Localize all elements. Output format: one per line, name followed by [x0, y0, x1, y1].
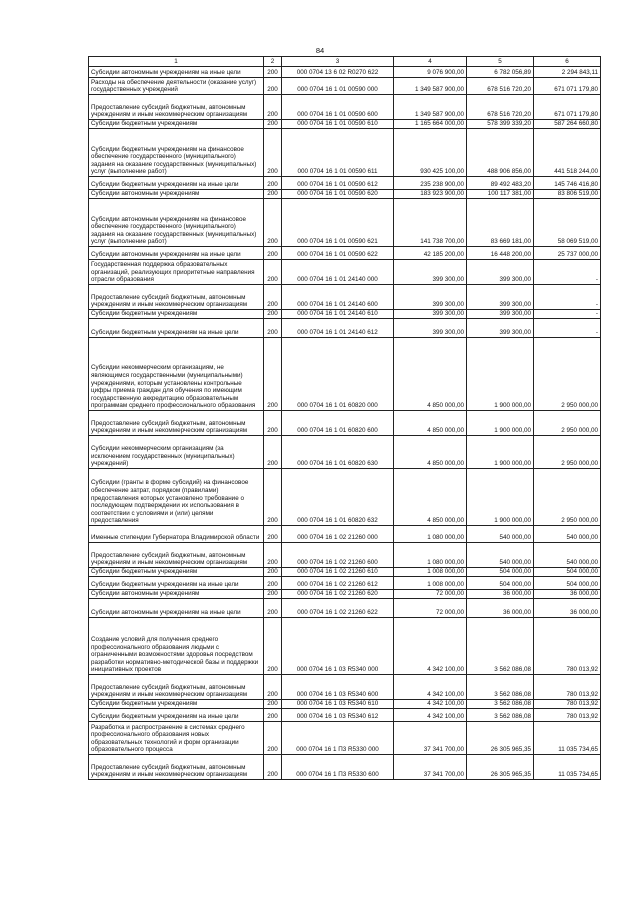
- table-row: [89, 577, 601, 590]
- expense-name-cell: Субсидии бюджетным учреждениям на иные цели: [89, 319, 264, 338]
- approved-amount-cell: 4 850 000,00: [394, 469, 467, 526]
- header-cell: 4: [394, 57, 467, 67]
- expense-name-cell: Предоставление субсидий бюджетным, автономным учреждениям и иным некоммерческим организациям: [89, 285, 264, 310]
- line-code-cell: 200: [264, 568, 282, 577]
- line-code-cell: 200: [264, 338, 282, 411]
- unexecuted-amount-cell: 58 069 519,00: [534, 199, 601, 247]
- executed-amount-cell: 399 300,00: [467, 260, 534, 285]
- unexecuted-amount-cell: 671 071 179,80: [534, 78, 601, 95]
- executed-amount-cell: 578 399 339,20: [467, 120, 534, 129]
- executed-amount-cell: 399 300,00: [467, 285, 534, 310]
- executed-amount-cell: 6 782 056,89: [467, 67, 534, 78]
- approved-amount-cell: 4 850 000,00: [394, 411, 467, 436]
- table-body: [89, 67, 601, 780]
- executed-amount-cell: 504 000,00: [467, 577, 534, 590]
- unexecuted-amount-cell: 504 000,00: [534, 568, 601, 577]
- header-cell: 6: [534, 57, 601, 67]
- line-code-cell: 200: [264, 599, 282, 618]
- budget-classification-code-cell: 000 0704 16 1 01 00590 612: [282, 177, 394, 190]
- approved-amount-cell: 4 342 100,00: [394, 675, 467, 700]
- budget-classification-code-cell: 000 0704 16 1 03 R5340 610: [282, 700, 394, 709]
- expense-name-cell: Субсидии автономным учреждениям на финансовое обеспечение государственного (муниципального) задания на оказание государственных (муниципальных) услуг (выполнение работ): [89, 199, 264, 247]
- unexecuted-amount-cell: 145 746 416,80: [534, 177, 601, 190]
- executed-amount-cell: 488 906 856,00: [467, 129, 534, 177]
- line-code-cell: 200: [264, 700, 282, 709]
- table-row: [89, 338, 601, 411]
- line-code-cell: 200: [264, 526, 282, 543]
- header-cell: 1: [89, 57, 264, 67]
- table-row: [89, 755, 601, 780]
- executed-amount-cell: 399 300,00: [467, 319, 534, 338]
- table-row: [89, 260, 601, 285]
- table-row: [89, 129, 601, 177]
- table-row: [89, 618, 601, 675]
- executed-amount-cell: 36 000,00: [467, 599, 534, 618]
- table-header-row: [89, 57, 601, 67]
- table-row: [89, 590, 601, 599]
- unexecuted-amount-cell: 540 000,00: [534, 526, 601, 543]
- budget-classification-code-cell: 000 0704 16 1 03 R5340 600: [282, 675, 394, 700]
- executed-amount-cell: 504 000,00: [467, 568, 534, 577]
- unexecuted-amount-cell: 540 000,00: [534, 543, 601, 568]
- approved-amount-cell: 1 349 587 900,00: [394, 78, 467, 95]
- budget-classification-code-cell: 000 0704 16 1 01 00590 600: [282, 95, 394, 120]
- approved-amount-cell: 1 080 000,00: [394, 526, 467, 543]
- expense-name-cell: Субсидии автономным учреждениям на иные цели: [89, 67, 264, 78]
- budget-classification-code-cell: 000 0704 16 1 02 21260 620: [282, 590, 394, 599]
- approved-amount-cell: 1 349 587 900,00: [394, 95, 467, 120]
- expense-name-cell: Создание условий для получения среднего профессионального образования людьми с ограниченными возможностями здоровья посредством разработки нормативно-методической базы и поддержки инициативных проектов: [89, 618, 264, 675]
- approved-amount-cell: 42 185 200,00: [394, 247, 467, 260]
- line-code-cell: 200: [264, 319, 282, 338]
- approved-amount-cell: 399 300,00: [394, 319, 467, 338]
- header-cell: 3: [282, 57, 394, 67]
- line-code-cell: 200: [264, 120, 282, 129]
- budget-classification-code-cell: 000 0704 16 1 01 24140 612: [282, 319, 394, 338]
- table-row: [89, 675, 601, 700]
- line-code-cell: 200: [264, 411, 282, 436]
- table-row: [89, 247, 601, 260]
- line-code-cell: 200: [264, 129, 282, 177]
- line-code-cell: 200: [264, 190, 282, 199]
- budget-classification-code-cell: 000 0704 16 1 01 00590 611: [282, 129, 394, 177]
- line-code-cell: 200: [264, 310, 282, 319]
- unexecuted-amount-cell: -: [534, 319, 601, 338]
- executed-amount-cell: 399 300,00: [467, 310, 534, 319]
- expense-name-cell: Разработка и распространение в системах среднего профессионального образования новых образовательных технологий и форм организации образовательного процесса: [89, 722, 264, 755]
- expense-name-cell: Субсидии бюджетным учреждениям на иные цели: [89, 709, 264, 722]
- expense-name-cell: Предоставление субсидий бюджетным, автономным учреждениям и иным некоммерческим организациям: [89, 411, 264, 436]
- executed-amount-cell: 36 000,00: [467, 590, 534, 599]
- unexecuted-amount-cell: 2 950 000,00: [534, 411, 601, 436]
- executed-amount-cell: 1 900 000,00: [467, 469, 534, 526]
- approved-amount-cell: 183 923 900,00: [394, 190, 467, 199]
- budget-classification-code-cell: 000 0704 16 1 01 00590 000: [282, 78, 394, 95]
- budget-classification-code-cell: 000 0704 16 1 П3 R5330 000: [282, 722, 394, 755]
- line-code-cell: 200: [264, 260, 282, 285]
- expense-name-cell: Субсидии бюджетным учреждениям на иные цели: [89, 177, 264, 190]
- approved-amount-cell: 399 300,00: [394, 310, 467, 319]
- budget-classification-code-cell: 000 0704 16 1 01 00590 622: [282, 247, 394, 260]
- budget-classification-code-cell: 000 0704 16 1 01 24140 610: [282, 310, 394, 319]
- approved-amount-cell: 4 342 100,00: [394, 709, 467, 722]
- line-code-cell: 200: [264, 285, 282, 310]
- header-cell: 5: [467, 57, 534, 67]
- header-cell: 2: [264, 57, 282, 67]
- line-code-cell: 200: [264, 543, 282, 568]
- approved-amount-cell: 1 165 664 000,00: [394, 120, 467, 129]
- unexecuted-amount-cell: 2 950 000,00: [534, 436, 601, 469]
- expense-name-cell: Предоставление субсидий бюджетным, автономным учреждениям и иным некоммерческим организациям: [89, 675, 264, 700]
- executed-amount-cell: 678 516 720,20: [467, 95, 534, 120]
- approved-amount-cell: 4 850 000,00: [394, 436, 467, 469]
- expense-name-cell: Субсидии некоммерческим организациям, не являющимся государственными (муниципальными) учреждениями, которым установлены контрольные цифры приема граждан для обучения по имеющим государственную аккредитацию образовательным программам среднего профессионального образования: [89, 338, 264, 411]
- budget-classification-code-cell: 000 0704 16 1 П3 R5330 600: [282, 755, 394, 780]
- expense-name-cell: Субсидии автономным учреждениям на иные цели: [89, 599, 264, 618]
- unexecuted-amount-cell: 11 035 734,65: [534, 755, 601, 780]
- budget-classification-code-cell: 000 0704 16 1 01 60820 000: [282, 338, 394, 411]
- budget-classification-code-cell: 000 0704 16 1 01 60820 630: [282, 436, 394, 469]
- budget-classification-code-cell: 000 0704 16 1 01 00590 621: [282, 199, 394, 247]
- approved-amount-cell: 37 341 700,00: [394, 722, 467, 755]
- approved-amount-cell: 235 238 900,00: [394, 177, 467, 190]
- executed-amount-cell: 26 305 965,35: [467, 755, 534, 780]
- executed-amount-cell: 1 900 000,00: [467, 411, 534, 436]
- unexecuted-amount-cell: -: [534, 260, 601, 285]
- budget-classification-code-cell: 000 0704 16 1 02 21260 600: [282, 543, 394, 568]
- line-code-cell: 200: [264, 469, 282, 526]
- budget-classification-code-cell: 000 0704 16 1 01 60820 632: [282, 469, 394, 526]
- expense-name-cell: Субсидии автономным учреждениям: [89, 590, 264, 599]
- expense-name-cell: Субсидии бюджетным учреждениям: [89, 700, 264, 709]
- executed-amount-cell: 540 000,00: [467, 543, 534, 568]
- approved-amount-cell: 72 000,00: [394, 599, 467, 618]
- table-row: [89, 78, 601, 95]
- line-code-cell: 200: [264, 755, 282, 780]
- unexecuted-amount-cell: -: [534, 310, 601, 319]
- unexecuted-amount-cell: 780 013,92: [534, 709, 601, 722]
- table-row: [89, 411, 601, 436]
- expense-name-cell: Государственная поддержка образовательных организаций, реализующих приоритетные направления отрасли образования: [89, 260, 264, 285]
- line-code-cell: 200: [264, 577, 282, 590]
- table-row: [89, 190, 601, 199]
- budget-classification-code-cell: 000 0704 16 1 02 21260 610: [282, 568, 394, 577]
- unexecuted-amount-cell: 780 013,92: [534, 618, 601, 675]
- approved-amount-cell: 4 342 100,00: [394, 700, 467, 709]
- table-row: [89, 700, 601, 709]
- line-code-cell: 200: [264, 722, 282, 755]
- table-row: [89, 568, 601, 577]
- unexecuted-amount-cell: 36 000,00: [534, 599, 601, 618]
- page-number: 84: [315, 46, 325, 55]
- budget-classification-code-cell: 000 0704 16 1 03 R5340 000: [282, 618, 394, 675]
- executed-amount-cell: 3 562 086,08: [467, 618, 534, 675]
- expense-name-cell: Субсидии бюджетным учреждениям: [89, 120, 264, 129]
- table-row: [89, 95, 601, 120]
- expense-name-cell: Субсидии (гранты в форме субсидий) на финансовое обеспечение затрат, порядком (правилами) предоставления которых установлено требование о последующем подтверждении их использования в соответствии с условиями и (или) целями предоставления: [89, 469, 264, 526]
- approved-amount-cell: 399 300,00: [394, 260, 467, 285]
- executed-amount-cell: 678 516 720,20: [467, 78, 534, 95]
- budget-classification-code-cell: 000 0704 16 1 01 00590 620: [282, 190, 394, 199]
- unexecuted-amount-cell: 2 950 000,00: [534, 338, 601, 411]
- unexecuted-amount-cell: 2 950 000,00: [534, 469, 601, 526]
- table-row: [89, 543, 601, 568]
- unexecuted-amount-cell: 780 013,92: [534, 675, 601, 700]
- budget-classification-code-cell: 000 0704 16 1 01 24140 600: [282, 285, 394, 310]
- expense-name-cell: Субсидии бюджетным учреждениям на иные цели: [89, 577, 264, 590]
- unexecuted-amount-cell: 83 806 519,00: [534, 190, 601, 199]
- expense-name-cell: Субсидии бюджетным учреждениям на финансовое обеспечение государственного (муниципального) задания на оказание государственных (муниципальных) услуг (выполнение работ): [89, 129, 264, 177]
- budget-table: [88, 56, 601, 780]
- unexecuted-amount-cell: 780 013,92: [534, 700, 601, 709]
- approved-amount-cell: 9 076 900,00: [394, 67, 467, 78]
- executed-amount-cell: 3 562 086,08: [467, 700, 534, 709]
- unexecuted-amount-cell: 441 518 244,00: [534, 129, 601, 177]
- executed-amount-cell: 26 305 965,35: [467, 722, 534, 755]
- table-row: [89, 469, 601, 526]
- table-row: [89, 199, 601, 247]
- approved-amount-cell: 4 850 000,00: [394, 338, 467, 411]
- budget-classification-code-cell: 000 0704 16 1 02 21260 000: [282, 526, 394, 543]
- table-row: [89, 526, 601, 543]
- approved-amount-cell: 72 000,00: [394, 590, 467, 599]
- line-code-cell: 200: [264, 436, 282, 469]
- expense-name-cell: Субсидии бюджетным учреждениям: [89, 568, 264, 577]
- table-row: [89, 436, 601, 469]
- unexecuted-amount-cell: 11 035 734,65: [534, 722, 601, 755]
- approved-amount-cell: 399 300,00: [394, 285, 467, 310]
- expense-name-cell: Предоставление субсидий бюджетным, автономным учреждениям и иным некоммерческим организациям: [89, 95, 264, 120]
- approved-amount-cell: 37 341 700,00: [394, 755, 467, 780]
- approved-amount-cell: 1 008 000,00: [394, 568, 467, 577]
- expense-name-cell: Субсидии некоммерческим организациям (за исключением государственных (муниципальных) учреждений): [89, 436, 264, 469]
- executed-amount-cell: 1 900 000,00: [467, 338, 534, 411]
- table-row: [89, 722, 601, 755]
- budget-classification-code-cell: 000 0704 16 1 02 21260 622: [282, 599, 394, 618]
- unexecuted-amount-cell: 504 000,00: [534, 577, 601, 590]
- table-row: [89, 177, 601, 190]
- line-code-cell: 200: [264, 247, 282, 260]
- unexecuted-amount-cell: -: [534, 285, 601, 310]
- budget-classification-code-cell: 000 0704 16 1 01 00590 610: [282, 120, 394, 129]
- table-row: [89, 599, 601, 618]
- unexecuted-amount-cell: 2 294 843,11: [534, 67, 601, 78]
- budget-classification-code-cell: 000 0704 16 1 02 21260 612: [282, 577, 394, 590]
- approved-amount-cell: 141 738 700,00: [394, 199, 467, 247]
- table-row: [89, 310, 601, 319]
- executed-amount-cell: 16 448 200,00: [467, 247, 534, 260]
- executed-amount-cell: 3 562 086,08: [467, 709, 534, 722]
- expense-name-cell: Субсидии автономным учреждениям: [89, 190, 264, 199]
- approved-amount-cell: 4 342 100,00: [394, 618, 467, 675]
- executed-amount-cell: 3 562 086,08: [467, 675, 534, 700]
- expense-name-cell: Расходы на обеспечение деятельности (оказание услуг) государственных учреждений: [89, 78, 264, 95]
- line-code-cell: 200: [264, 709, 282, 722]
- table-row: [89, 709, 601, 722]
- budget-classification-code-cell: 000 0704 16 1 03 R5340 612: [282, 709, 394, 722]
- unexecuted-amount-cell: 36 000,00: [534, 590, 601, 599]
- unexecuted-amount-cell: 587 264 660,80: [534, 120, 601, 129]
- line-code-cell: 200: [264, 177, 282, 190]
- table-row: [89, 285, 601, 310]
- approved-amount-cell: 930 425 100,00: [394, 129, 467, 177]
- expense-name-cell: Субсидии бюджетным учреждениям: [89, 310, 264, 319]
- unexecuted-amount-cell: 671 071 179,80: [534, 95, 601, 120]
- executed-amount-cell: 1 900 000,00: [467, 436, 534, 469]
- unexecuted-amount-cell: 25 737 000,00: [534, 247, 601, 260]
- table-row: [89, 67, 601, 78]
- expense-name-cell: Именные стипендии Губернатора Владимирской области: [89, 526, 264, 543]
- expense-name-cell: Предоставление субсидий бюджетным, автономным учреждениям и иным некоммерческим организациям: [89, 755, 264, 780]
- approved-amount-cell: 1 008 000,00: [394, 577, 467, 590]
- executed-amount-cell: 89 492 483,20: [467, 177, 534, 190]
- expense-name-cell: Субсидии автономным учреждениям на иные цели: [89, 247, 264, 260]
- executed-amount-cell: 83 669 181,00: [467, 199, 534, 247]
- line-code-cell: 200: [264, 199, 282, 247]
- executed-amount-cell: 100 117 381,00: [467, 190, 534, 199]
- approved-amount-cell: 1 080 000,00: [394, 543, 467, 568]
- line-code-cell: 200: [264, 67, 282, 78]
- expense-name-cell: Предоставление субсидий бюджетным, автономным учреждениям и иным некоммерческим организациям: [89, 543, 264, 568]
- line-code-cell: 200: [264, 95, 282, 120]
- budget-classification-code-cell: 000 0704 16 1 01 60820 600: [282, 411, 394, 436]
- budget-classification-code-cell: 000 0704 13 6 02 R0270 622: [282, 67, 394, 78]
- line-code-cell: 200: [264, 590, 282, 599]
- table-row: [89, 319, 601, 338]
- budget-classification-code-cell: 000 0704 16 1 01 24140 000: [282, 260, 394, 285]
- line-code-cell: 200: [264, 618, 282, 675]
- line-code-cell: 200: [264, 78, 282, 95]
- executed-amount-cell: 540 000,00: [467, 526, 534, 543]
- line-code-cell: 200: [264, 675, 282, 700]
- table-row: [89, 120, 601, 129]
